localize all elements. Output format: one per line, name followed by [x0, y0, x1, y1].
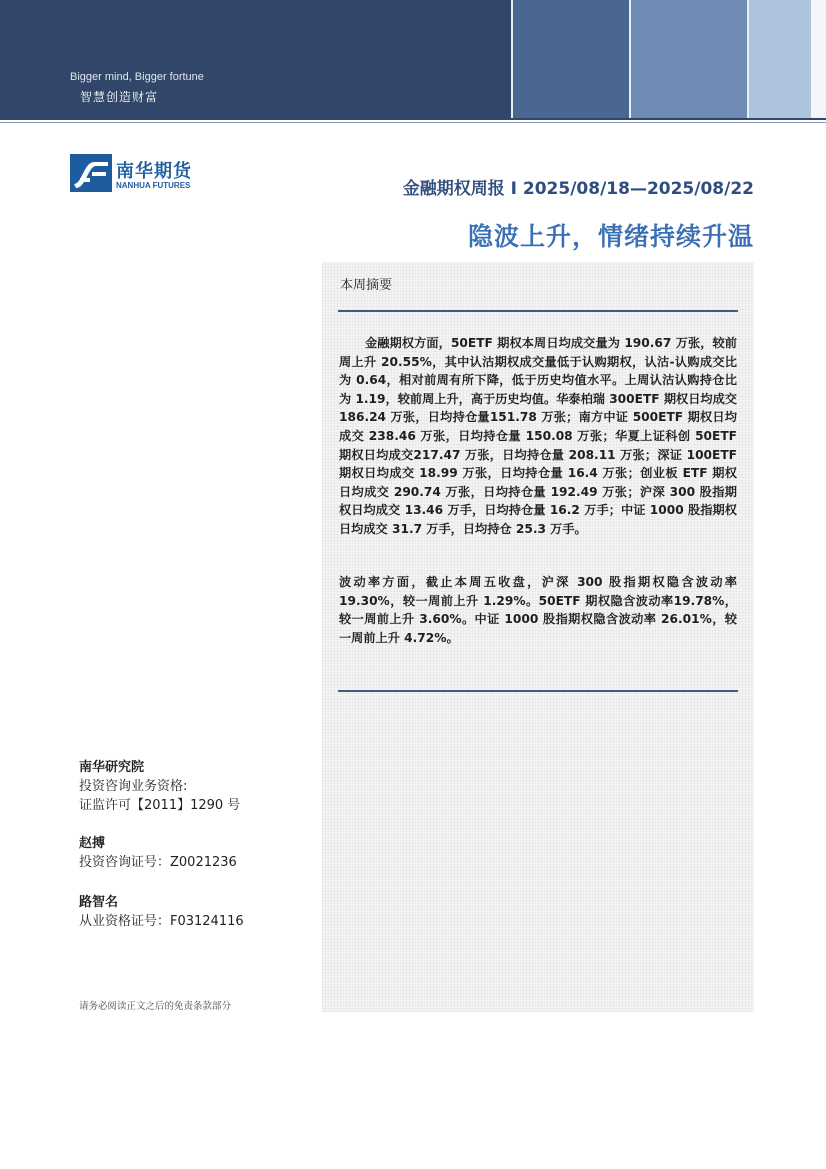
slogan-chinese: 智慧创造财富 [80, 90, 159, 104]
analyst-info [79, 893, 244, 931]
summary-heading: 本周摘要 [340, 278, 393, 293]
analyst-cert: 投资咨询证号：Z0021236 [79, 855, 237, 870]
institute-license: 证监许可【2011】1290 号 [79, 798, 241, 813]
analyst-name: 路智名 [79, 895, 119, 910]
logo-name-chinese: 南华期货 [116, 161, 192, 182]
report-title: 金融期权周报 I 2025/08/18—2025/08/22 [402, 179, 754, 199]
logo-name-english: NANHUA FUTURES [116, 181, 191, 190]
nanhua-logo-icon [70, 154, 112, 192]
summary-paragraph-trading: 金融期权方面，50ETF 期权本周日均成交量为 190.67 万张，较前周上升 20.55%，其中认沽期权成交量低于认购期权，认沽-认购成交比为 0.64，相对前周有所下降，低于历史均值水平。上周认沽认购持仓比为 1.19，较前周上升，高于历史均值。华泰柏瑞 300ETF 期权日均成交 186.24 万张，日均持仓量151.78 万张；南方中证 500ETF 期权日均成交 238.46 万张，日均持仓量 150.08 万张；华夏上证科创 50ETF 期权日均成交217.47 万张，日均持仓量 208.11 万张；深证 100ETF 期权日均成交 18.99 万张，日均持仓量 16.4 万张；创业板 ETF 期权日均成交 290.74 万张，日均持仓量 192.49 万张；沪深 300 股指期权日均成交 13.46 万手，日均持仓量 16.2 万手；中证 1000 股指期权日均成交 31.7 万手，日均持仓 25.3 万手。 [339, 336, 737, 536]
disclaimer-note: 请务必阅读正文之后的免责条款部分 [79, 1001, 232, 1012]
summary-box [322, 262, 754, 1012]
header-banner [0, 0, 826, 118]
banner-panel [630, 0, 748, 118]
headline: 隐波上升，情绪持续升温 [467, 222, 754, 251]
analyst-name: 赵搏 [79, 836, 106, 851]
banner-underline [0, 118, 826, 120]
institute-qualification: 投资咨询业务资格: [79, 779, 188, 794]
analyst-info [79, 834, 237, 872]
banner-divider [629, 0, 631, 118]
banner-underline-thin [0, 122, 826, 123]
banner-divider [511, 0, 513, 118]
banner-divider [747, 0, 749, 118]
banner-panel [512, 0, 630, 118]
institute-name: 南华研究院 [79, 760, 145, 775]
research-institute-info [79, 758, 240, 815]
slogan-english: Bigger mind, Bigger fortune [70, 71, 204, 83]
company-logo [70, 154, 210, 194]
summary-top-rule [338, 310, 738, 312]
banner-panel [811, 0, 826, 118]
summary-paragraph-volatility: 波动率方面，截止本周五收盘，沪深 300 股指期权隐含波动率 19.30%，较一周前上升 1.29%。50ETF 期权隐含波动率19.78%，较一周前上升 3.60%。中证 1000 股指期权隐含波动率 26.01%，较一周前上升 4.72%。 [339, 575, 737, 645]
analyst-cert: 从业资格证号：F03124116 [79, 914, 244, 929]
summary-bottom-rule [338, 690, 738, 692]
